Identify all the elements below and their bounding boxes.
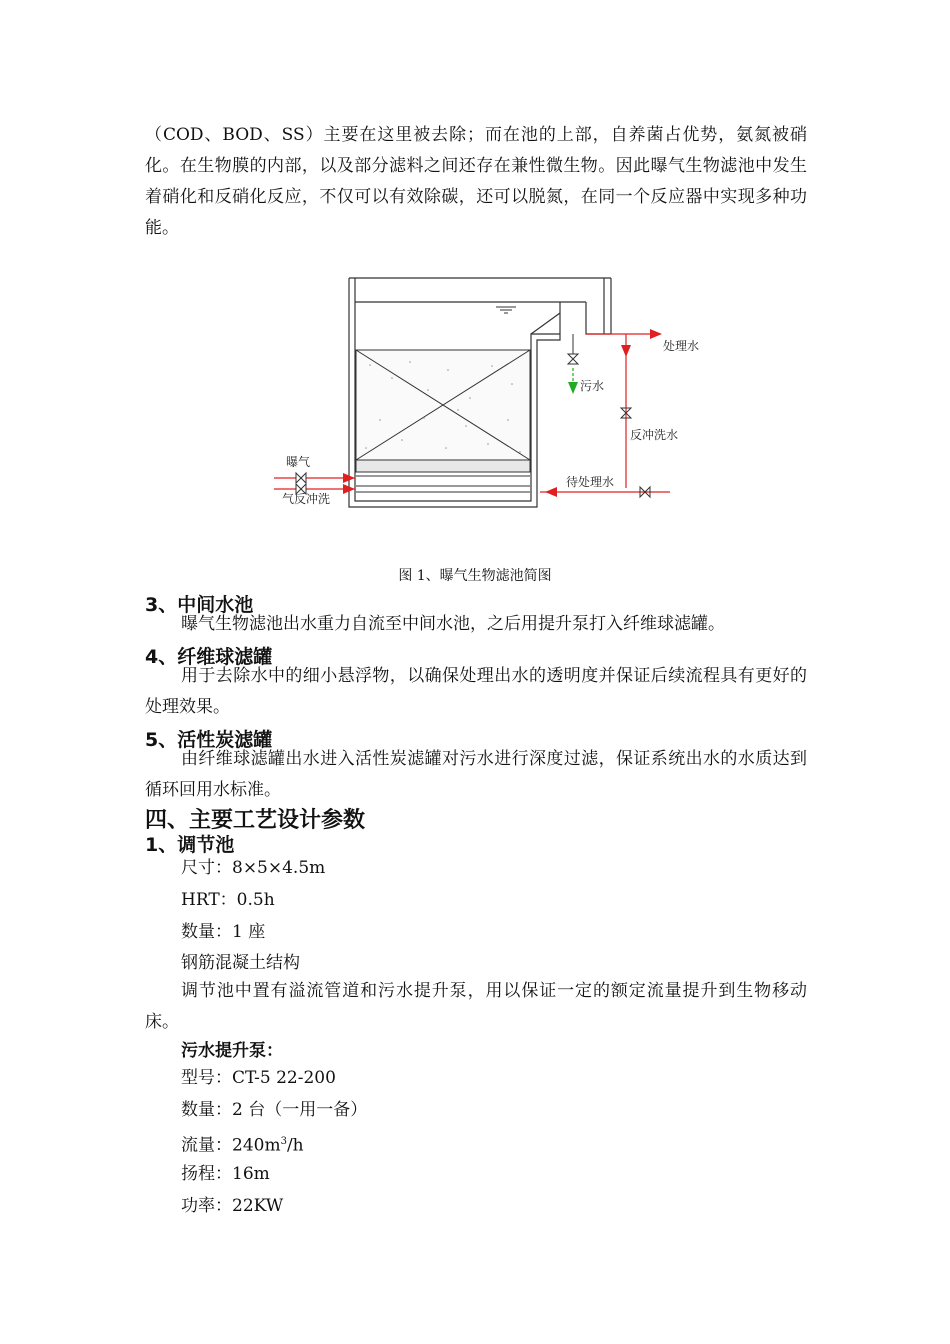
pump-flow-suffix: /h: [286, 1135, 304, 1156]
tank-count: 数量：1 座: [181, 922, 266, 942]
intro-paragraph: （COD、BOD、SS）主要在这里被去除；而在池的上部，自养菌占优势，氨氮被硝化。在生物膜的内部，以及部分滤料之间还存在兼性微生物。因此曝气生物滤池中发生着硝化和反硝化反应，不仅可以有效除碳，还可以脱氮，在同一个反应器中实现多种功能。: [145, 125, 807, 238]
sewage-label: 污水: [580, 379, 605, 393]
filter-diagram: [0, 0, 950, 560]
tank-hrt: HRT：0.5h: [181, 890, 275, 910]
pump-model: 型号：CT-5 22-200: [181, 1068, 336, 1088]
treated-water-label: 处理水: [663, 339, 700, 353]
treated-water-line: [540, 329, 670, 497]
tank-description: 调节池中置有溢流管道和污水提升泵，用以保证一定的额定流量提升到生物移动床。: [145, 981, 807, 1032]
aeration-label: 曝气: [286, 455, 311, 469]
pump-flow-sup: 3: [280, 1136, 287, 1147]
tank-size: 尺寸：8×5×4.5m: [181, 858, 326, 878]
pump-power: 功率：22KW: [181, 1196, 284, 1216]
tank-structure: 钢筋混凝土结构: [181, 953, 300, 973]
section-3-title: 3、中间水池: [145, 594, 254, 616]
section-5-title: 5、活性炭滤罐: [145, 729, 273, 751]
subsection-1-title: 1、调节池: [145, 834, 235, 856]
pump-flow: [181, 1130, 304, 1158]
section-3-text: 曝气生物滤池出水重力自流至中间水池，之后用提升泵打入纤维球滤罐。: [181, 614, 725, 634]
backwash-water-label: 反冲洗水: [630, 428, 679, 442]
sewage-drain: [568, 334, 578, 364]
aeration-valve-icon: [296, 473, 306, 494]
pump-flow-prefix: 流量：240m: [181, 1135, 281, 1156]
filter-media-bed: [356, 350, 530, 492]
water-to-treat-label: 待处理水: [566, 475, 615, 489]
chapter-4-title: 四、主要工艺设计参数: [145, 808, 366, 833]
pump-count: 数量：2 台（一用一备）: [181, 1100, 368, 1120]
section-5-text: 由纤维球滤罐出水进入活性炭滤罐对污水进行深度过滤，保证系统出水的水质达到循环回用水标准。: [145, 749, 807, 800]
air-backwash-label: 气反冲洗: [282, 492, 331, 506]
section-4-title: 4、纤维球滤罐: [145, 646, 273, 668]
aeration-line: [274, 473, 355, 494]
pump-head: 扬程：16m: [181, 1164, 270, 1184]
sewage-arrow-icon: [568, 368, 578, 394]
section-4-text: 用于去除水中的细小悬浮物，以确保处理出水的透明度并保证后续流程具有更好的处理效果。: [145, 666, 807, 717]
pump-title: 污水提升泵：: [181, 1041, 283, 1061]
figure-caption: 图 1、曝气生物滤池简图: [398, 568, 552, 584]
